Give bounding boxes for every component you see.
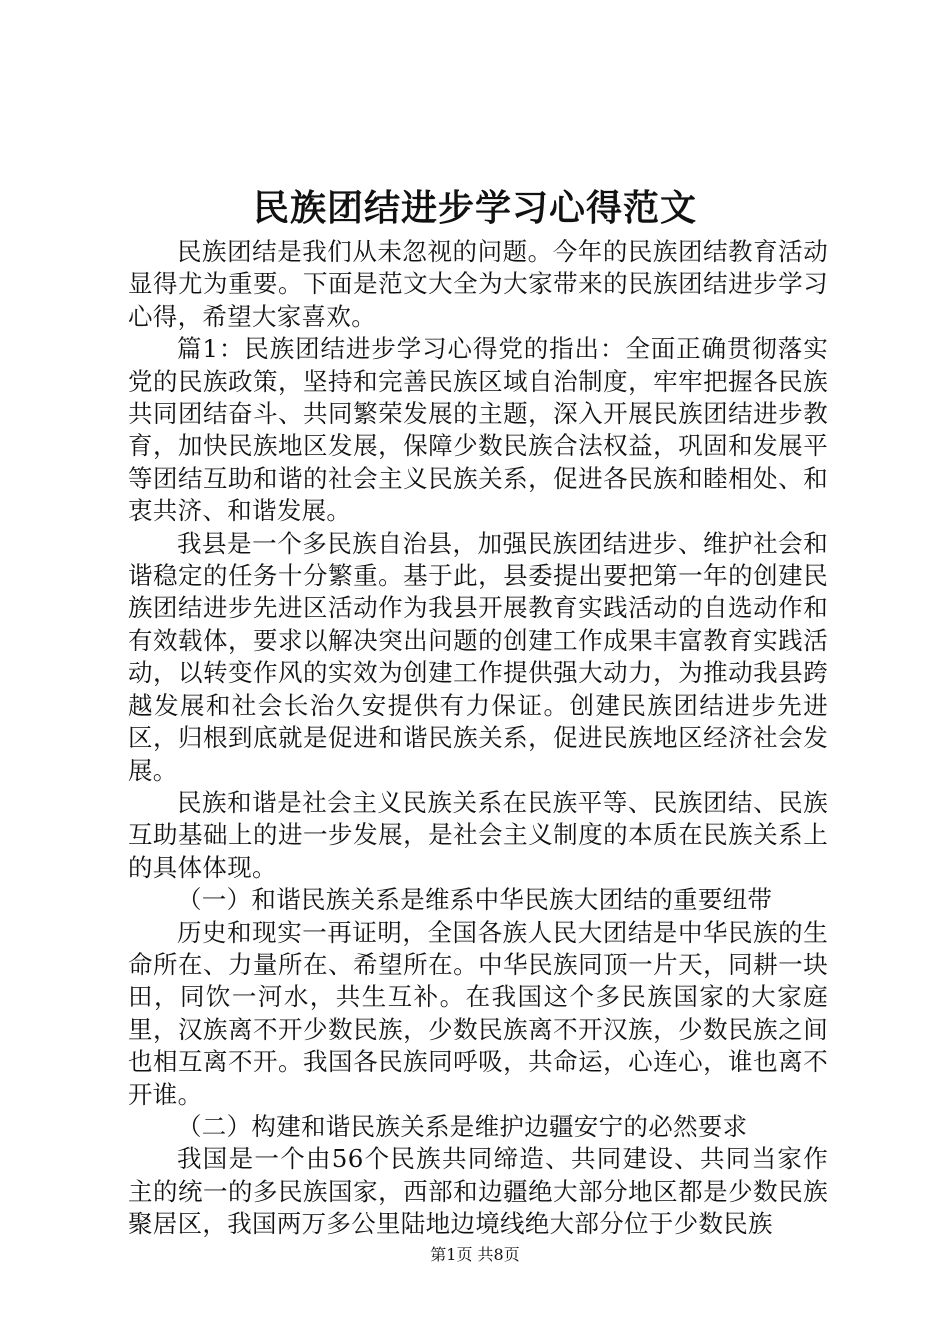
paragraph-harmony: 民族和谐是社会主义民族关系在民族平等、民族团结、民族互助基础上的进一步发展，是社会主义制度的本质在民族关系上的具体体现。: [128, 787, 828, 882]
paragraph-county: 我县是一个多民族自治县，加强民族团结进步、维护社会和谐稳定的任务十分繁重。基于此，县委提出要把第一年的创建民族团结进步先进区活动作为我县开展教育实践活动的自选动作和有效载体，要求以解决突出问题的创建工作成果丰富教育实践活动，以转变作风的实效为创建工作提供强大动力，为推动我县跨越发展和社会长治久安提供有力保证。创建民族团结进步先进区，归根到底就是促进和谐民族关系，促进民族地区经济社会发展。: [128, 528, 828, 785]
section-heading-1: （一）和谐民族关系是维系中华民族大团结的重要纽带: [177, 885, 773, 915]
document-title: 民族团结进步学习心得范文: [252, 187, 697, 229]
page-number-footer: 第1页 共8页: [430, 1245, 520, 1264]
document-body: [128, 236, 828, 1241]
paragraph-intro: 民族团结是我们从未忽视的问题。今年的民族团结教育活动显得尤为重要。下面是范文大全为大家带来的民族团结进步学习心得，希望大家喜欢。: [128, 237, 828, 331]
section-heading-2: （二）构建和谐民族关系是维护边疆安宁的必然要求: [177, 1111, 748, 1141]
paragraph-nation: 我国是一个由56个民族共同缔造、共同建设、共同当家作主的统一的多民族国家，西部和边疆绝大部分地区都是少数民族聚居区，我国两万多公里陆地边境线绝大部分位于少数民族: [128, 1144, 828, 1239]
paragraph-part-1: 篇1：民族团结进步学习心得党的指出：全面正确贯彻落实党的民族政策，坚持和完善民族区域自治制度，牢牢把握各民族共同团结奋斗、共同繁荣发展的主题，深入开展民族团结进步教育，加快民族地区发展，保障少数民族合法权益，巩固和发展平等团结互助和谐的社会主义民族关系，促进各民族和睦相处、和衷共济、和谐发展。: [128, 334, 828, 526]
paragraph-history: 历史和现实一再证明，全国各族人民大团结是中华民族的生命所在、力量所在、希望所在。中华民族同顶一片天，同耕一块田，同饮一河水，共生互补。在我国这个多民族国家的大家庭里，汉族离不开少数民族，少数民族离不开汉族，少数民族之间也相互离不开。我国各民族同呼吸，共命运，心连心，谁也离不开谁。: [128, 917, 828, 1109]
